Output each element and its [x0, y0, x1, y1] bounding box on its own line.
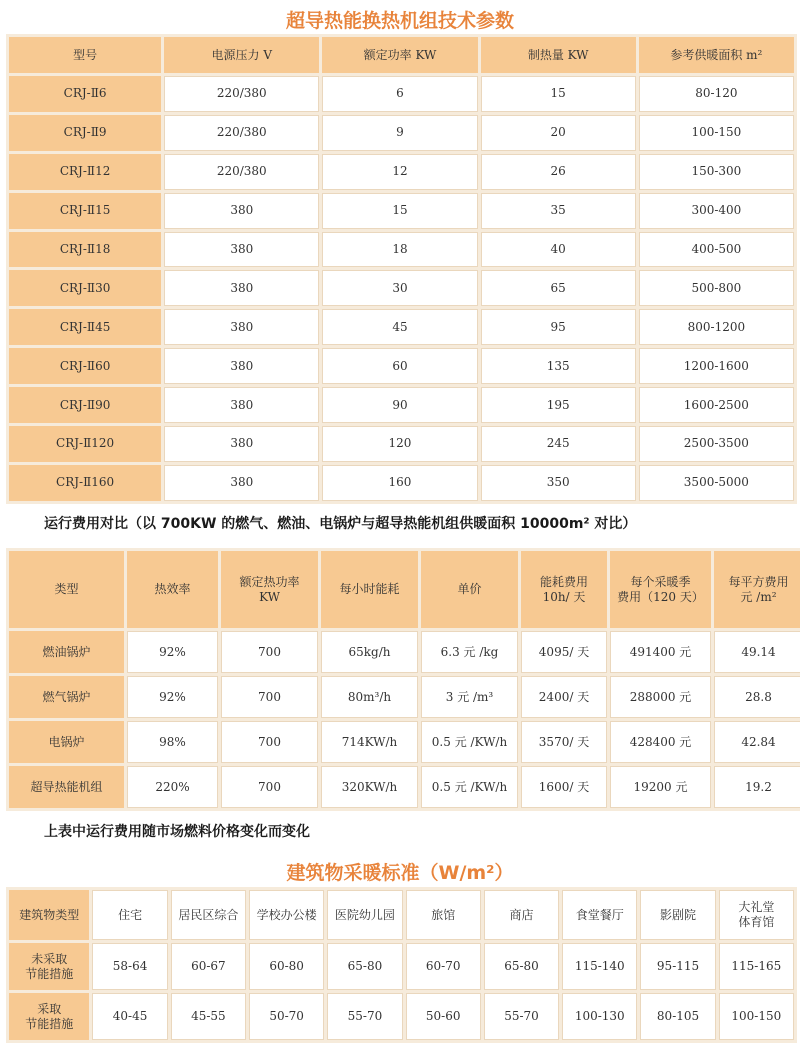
column-header	[610, 551, 711, 628]
table-cell: 135	[481, 348, 636, 384]
model-cell: CRJ-Ⅱ6	[9, 76, 161, 112]
table-row	[9, 270, 794, 306]
heating-standard-table	[6, 887, 797, 1043]
table-cell: 65	[481, 270, 636, 306]
table-cell: 100-150	[719, 993, 794, 1040]
column-header-line: 每个采暖季	[630, 574, 691, 589]
table-cell: 800-1200	[639, 309, 794, 345]
column-header-line: 元 /m²	[740, 589, 777, 604]
column-header	[719, 890, 794, 940]
table-cell: 380	[164, 309, 319, 345]
table-row	[9, 154, 794, 190]
table-cell: 195	[481, 387, 636, 423]
table-cell: 65kg/h	[321, 631, 418, 673]
table-cell: 20	[481, 115, 636, 151]
table-header-row	[9, 37, 794, 73]
table-row	[9, 387, 794, 423]
model-cell: CRJ-Ⅱ90	[9, 387, 161, 423]
table-cell: 3500-5000	[639, 465, 794, 501]
table-cell: 380	[164, 387, 319, 423]
table-cell: 380	[164, 193, 319, 229]
column-header: 医院幼儿园	[327, 890, 402, 940]
column-header: 食堂餐厅	[562, 890, 637, 940]
table-cell: 100-150	[639, 115, 794, 151]
table-cell: 35	[481, 193, 636, 229]
table-cell: 60-67	[171, 943, 246, 990]
table-cell: 220%	[127, 766, 218, 808]
table-cell: 350	[481, 465, 636, 501]
operating-cost-table	[6, 548, 800, 811]
table-cell: 42.84	[714, 721, 800, 763]
table-cell: 65-80	[484, 943, 559, 990]
table-cell: 6	[322, 76, 477, 112]
column-header: 居民区综合	[171, 890, 246, 940]
table-row	[9, 766, 800, 808]
column-header	[221, 551, 318, 628]
heating-standard-title: 建筑物采暖标准（W/m²）	[286, 862, 514, 884]
table-cell: 700	[221, 631, 318, 673]
column-header: 电源压力 V	[164, 37, 319, 73]
table-cell: 1600-2500	[639, 387, 794, 423]
table-cell: 1200-1600	[639, 348, 794, 384]
model-cell: CRJ-Ⅱ45	[9, 309, 161, 345]
table-cell: 380	[164, 270, 319, 306]
table-cell: 491400 元	[610, 631, 711, 673]
table-cell: 40	[481, 232, 636, 268]
table-cell: 55-70	[327, 993, 402, 1040]
table-cell: 700	[221, 721, 318, 763]
table-cell: 50-60	[406, 993, 481, 1040]
row-label	[9, 943, 89, 990]
table-cell: 92%	[127, 676, 218, 718]
column-header-line: 大礼堂	[738, 900, 775, 914]
table-cell: 40-45	[92, 993, 167, 1040]
table-cell: 60	[322, 348, 477, 384]
column-header: 型号	[9, 37, 161, 73]
table-cell: 1600/ 天	[521, 766, 607, 808]
table-cell: 220/380	[164, 115, 319, 151]
column-header: 商店	[484, 890, 559, 940]
column-header-line: 10h/ 天	[542, 589, 586, 604]
table-cell: 45	[322, 309, 477, 345]
table-cell: 80m³/h	[321, 676, 418, 718]
table-row	[9, 309, 794, 345]
table-cell: 60-70	[406, 943, 481, 990]
table-cell: 95	[481, 309, 636, 345]
column-header: 额定功率 KW	[322, 37, 477, 73]
table-row	[9, 993, 794, 1040]
table-row	[9, 465, 794, 501]
column-header	[521, 551, 607, 628]
model-cell: CRJ-Ⅱ9	[9, 115, 161, 151]
column-header: 学校办公楼	[249, 890, 324, 940]
table-cell: 19.2	[714, 766, 800, 808]
spec-table-title: 超导热能换热机组技术参数	[285, 10, 514, 32]
table-cell: 714KW/h	[321, 721, 418, 763]
table-cell: 0.5 元 /KW/h	[421, 766, 518, 808]
row-label-line: 节能措施	[25, 1016, 74, 1031]
table-row	[9, 232, 794, 268]
table-row	[9, 943, 794, 990]
type-cell: 燃气锅炉	[9, 676, 124, 718]
table-cell: 245	[481, 426, 636, 462]
table-row	[9, 193, 794, 229]
cost-note: 上表中运行费用随市场燃料价格变化而变化	[44, 824, 310, 840]
table-cell: 58-64	[92, 943, 167, 990]
row-label-line: 节能措施	[25, 966, 74, 981]
table-cell: 150-300	[639, 154, 794, 190]
table-row	[9, 676, 800, 718]
column-header: 热效率	[127, 551, 218, 628]
table-cell: 320KW/h	[321, 766, 418, 808]
column-header: 住宅	[92, 890, 167, 940]
cost-comparison-caption: 运行费用对比（以 700KW 的燃气、燃油、电锅炉与超导热能机组供暖面积 10000m² 对比）	[44, 516, 637, 532]
table-cell: 4095/ 天	[521, 631, 607, 673]
table-row	[9, 721, 800, 763]
table-cell: 90	[322, 387, 477, 423]
table-header-row	[9, 551, 800, 628]
table-cell: 19200 元	[610, 766, 711, 808]
table-cell: 380	[164, 232, 319, 268]
table-cell: 500-800	[639, 270, 794, 306]
table-cell: 2400/ 天	[521, 676, 607, 718]
table-header-row	[9, 890, 794, 940]
table-cell: 115-140	[562, 943, 637, 990]
table-cell: 220/380	[164, 76, 319, 112]
table-cell: 60-80	[249, 943, 324, 990]
column-header: 单价	[421, 551, 518, 628]
column-header: 每小时能耗	[321, 551, 418, 628]
table-cell: 65-80	[327, 943, 402, 990]
table-cell: 80-120	[639, 76, 794, 112]
table-cell: 300-400	[639, 193, 794, 229]
model-cell: CRJ-Ⅱ160	[9, 465, 161, 501]
column-header-line: 每平方费用	[728, 574, 789, 589]
row-label-line: 采取	[37, 1001, 62, 1016]
column-header: 旅馆	[406, 890, 481, 940]
column-header: 参考供暖面积 m²	[639, 37, 794, 73]
model-cell: CRJ-Ⅱ120	[9, 426, 161, 462]
table-cell: 100-130	[562, 993, 637, 1040]
column-header-line: 费用（120 天）	[617, 589, 704, 604]
table-cell: 80-105	[640, 993, 715, 1040]
model-cell: CRJ-Ⅱ12	[9, 154, 161, 190]
table-cell: 3570/ 天	[521, 721, 607, 763]
type-cell: 超导热能机组	[9, 766, 124, 808]
table-cell: 15	[322, 193, 477, 229]
table-cell: 115-165	[719, 943, 794, 990]
table-cell: 50-70	[249, 993, 324, 1040]
table-cell: 92%	[127, 631, 218, 673]
table-cell: 380	[164, 426, 319, 462]
column-header: 制热量 KW	[481, 37, 636, 73]
table-cell: 160	[322, 465, 477, 501]
type-cell: 电锅炉	[9, 721, 124, 763]
table-cell: 2500-3500	[639, 426, 794, 462]
table-cell: 26	[481, 154, 636, 190]
table-row	[9, 348, 794, 384]
column-header: 影剧院	[640, 890, 715, 940]
table-cell: 3 元 /m³	[421, 676, 518, 718]
table-cell: 700	[221, 676, 318, 718]
table-cell: 6.3 元 /kg	[421, 631, 518, 673]
column-header-line: KW	[259, 589, 280, 604]
table-cell: 380	[164, 348, 319, 384]
type-cell: 燃油锅炉	[9, 631, 124, 673]
table-cell: 45-55	[171, 993, 246, 1040]
table-cell: 28.8	[714, 676, 800, 718]
column-header-line: 额定热功率	[239, 574, 300, 589]
table-row	[9, 76, 794, 112]
model-cell: CRJ-Ⅱ15	[9, 193, 161, 229]
row-label-line: 未采取	[31, 951, 68, 966]
column-header-line: 能耗费用	[539, 574, 588, 589]
table-cell: 700	[221, 766, 318, 808]
column-header	[714, 551, 800, 628]
model-cell: CRJ-Ⅱ30	[9, 270, 161, 306]
table-cell: 9	[322, 115, 477, 151]
table-cell: 30	[322, 270, 477, 306]
table-cell: 12	[322, 154, 477, 190]
table-cell: 49.14	[714, 631, 800, 673]
technical-parameters-table	[6, 34, 797, 504]
table-cell: 55-70	[484, 993, 559, 1040]
row-label	[9, 993, 89, 1040]
table-cell: 95-115	[640, 943, 715, 990]
table-cell: 0.5 元 /KW/h	[421, 721, 518, 763]
column-header: 类型	[9, 551, 124, 628]
model-cell: CRJ-Ⅱ18	[9, 232, 161, 268]
table-cell: 98%	[127, 721, 218, 763]
model-cell: CRJ-Ⅱ60	[9, 348, 161, 384]
column-header: 建筑物类型	[9, 890, 89, 940]
table-cell: 18	[322, 232, 477, 268]
table-cell: 428400 元	[610, 721, 711, 763]
table-cell: 15	[481, 76, 636, 112]
table-row	[9, 426, 794, 462]
column-header-line: 体育馆	[738, 915, 775, 929]
table-cell: 120	[322, 426, 477, 462]
table-cell: 288000 元	[610, 676, 711, 718]
table-row	[9, 115, 794, 151]
table-cell: 380	[164, 465, 319, 501]
table-row	[9, 631, 800, 673]
table-cell: 220/380	[164, 154, 319, 190]
table-cell: 400-500	[639, 232, 794, 268]
